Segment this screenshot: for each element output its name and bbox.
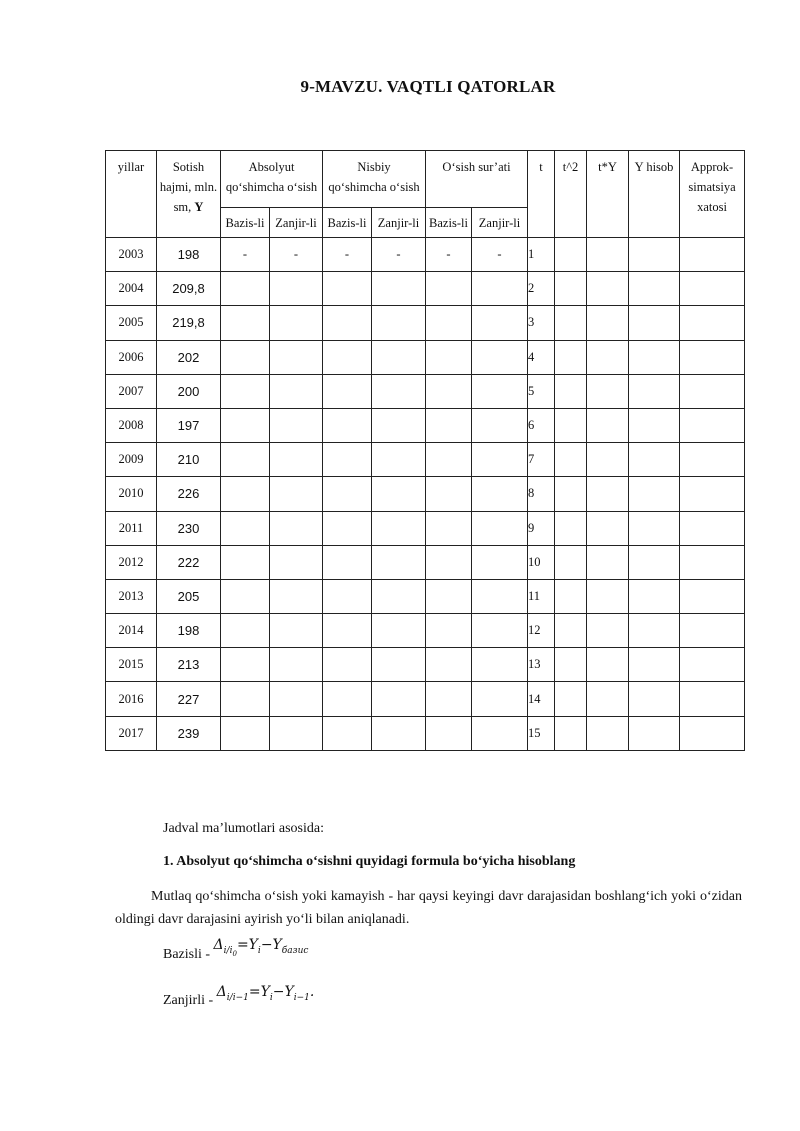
empty-cell[interactable] [323,408,372,442]
table-row [106,340,745,374]
table-row [106,682,745,716]
y-symbol: Y [284,984,294,1000]
empty-cell[interactable] [629,477,680,511]
empty-cell[interactable] [555,408,587,442]
empty-cell[interactable] [680,511,745,545]
empty-cell[interactable] [270,272,323,306]
empty-cell[interactable] [270,408,323,442]
sales-cell: 226 [157,477,221,511]
empty-cell[interactable] [555,340,587,374]
header-approx-line1: Approk- [690,160,734,174]
header-sotish-line2: hajmi, mln. [159,180,218,194]
sales-cell: 202 [157,340,221,374]
empty-cell[interactable] [372,579,426,613]
empty-cell[interactable] [680,238,745,272]
empty-cell[interactable] [629,614,680,648]
empty-cell[interactable] [372,682,426,716]
empty-cell[interactable] [372,340,426,374]
empty-cell[interactable] [372,648,426,682]
dash-cell: - [323,238,372,272]
header-approx-line3: xatosi [697,200,727,214]
empty-cell[interactable] [270,443,323,477]
table-row [106,545,745,579]
empty-cell[interactable] [372,374,426,408]
table-row [106,408,745,442]
empty-cell[interactable] [372,443,426,477]
empty-cell[interactable] [221,374,270,408]
empty-cell[interactable] [472,340,528,374]
empty-cell[interactable] [472,374,528,408]
subscript-bazis: базис [281,945,309,956]
empty-cell[interactable] [270,374,323,408]
subheader-nisbiy-zanjir: Zanjir-li [372,208,426,238]
empty-cell[interactable] [270,545,323,579]
sales-cell: 230 [157,511,221,545]
sales-cell: 198 [157,238,221,272]
minus-sign: − [272,984,285,1000]
empty-cell[interactable] [555,477,587,511]
bazisli-math [213,937,309,958]
header-t2: t^2 [555,151,587,238]
empty-cell[interactable] [587,340,629,374]
header-osish-surati: O‘sish sur’ati [426,151,528,208]
year-cell: 2007 [106,374,157,408]
zanjirli-math [216,984,315,1003]
empty-cell[interactable] [629,716,680,750]
empty-cell[interactable] [680,374,745,408]
subscript-i: i [269,992,273,1003]
dash-cell: - [426,238,472,272]
empty-cell[interactable] [323,374,372,408]
empty-cell[interactable] [555,614,587,648]
sales-cell: 239 [157,716,221,750]
empty-cell[interactable] [221,545,270,579]
t-cell: 8 [528,477,555,511]
section-heading: 1. Absolyut qo‘shimcha o‘sishni quyidagi formula bo‘yicha hisoblang [163,854,576,869]
zanjirli-formula [163,984,315,1011]
page-title: 9-MAVZU. VAQTLI QATORLAR [300,77,556,96]
empty-cell[interactable] [221,682,270,716]
subheader-absolyut-zanjir: Zanjir-li [270,208,323,238]
empty-cell[interactable] [323,511,372,545]
t-cell: 6 [528,408,555,442]
empty-cell[interactable] [270,477,323,511]
empty-cell[interactable] [323,682,372,716]
table-row [106,374,745,408]
empty-cell[interactable] [426,648,472,682]
empty-cell[interactable] [372,716,426,750]
empty-cell[interactable] [555,648,587,682]
header-absolyut [221,151,323,208]
empty-cell[interactable] [372,272,426,306]
header-y-hisob: Y hisob [629,151,680,238]
empty-cell[interactable] [472,306,528,340]
empty-cell[interactable] [555,238,587,272]
empty-cell[interactable] [221,477,270,511]
header-absolyut-line2: qo‘shimcha o‘sish [225,180,318,194]
sales-cell: 209,8 [157,272,221,306]
empty-cell[interactable] [270,340,323,374]
year-cell: 2008 [106,408,157,442]
empty-cell[interactable] [270,306,323,340]
sales-cell: 219,8 [157,306,221,340]
empty-cell[interactable] [629,545,680,579]
year-cell: 2005 [106,306,157,340]
empty-cell[interactable] [270,614,323,648]
table-row [106,511,745,545]
empty-cell[interactable] [680,579,745,613]
subscript-i-minus-1: i−1 [293,992,310,1003]
empty-cell[interactable] [680,716,745,750]
empty-cell[interactable] [680,614,745,648]
empty-cell[interactable] [587,614,629,648]
empty-cell[interactable] [587,272,629,306]
empty-cell[interactable] [221,511,270,545]
empty-cell[interactable] [629,579,680,613]
table-row [106,477,745,511]
year-cell: 2014 [106,614,157,648]
empty-cell[interactable] [680,648,745,682]
empty-cell[interactable] [555,374,587,408]
empty-cell[interactable] [472,272,528,306]
header-sotish-line1: Sotish [172,160,205,174]
empty-cell[interactable] [587,477,629,511]
bazisli-formula [163,937,309,967]
empty-cell[interactable] [629,340,680,374]
table-row [106,272,745,306]
table-row [106,614,745,648]
header-t: t [528,151,555,238]
dash-cell: - [221,238,270,272]
empty-cell[interactable] [426,306,472,340]
empty-cell[interactable] [323,443,372,477]
t-cell: 11 [528,579,555,613]
empty-cell[interactable] [426,614,472,648]
empty-cell[interactable] [270,682,323,716]
table-row [106,306,745,340]
t-cell: 2 [528,272,555,306]
empty-cell[interactable] [323,648,372,682]
empty-cell[interactable] [587,443,629,477]
empty-cell[interactable] [426,511,472,545]
empty-cell[interactable] [221,443,270,477]
period: . [309,984,315,1000]
t-cell: 13 [528,648,555,682]
empty-cell[interactable] [472,579,528,613]
t-cell: 9 [528,511,555,545]
empty-cell[interactable] [372,408,426,442]
dash-cell: - [270,238,323,272]
empty-cell[interactable] [221,408,270,442]
sales-cell: 197 [157,408,221,442]
t-cell: 3 [528,306,555,340]
sales-cell: 200 [157,374,221,408]
empty-cell[interactable] [426,579,472,613]
equals-sign: = [248,984,261,1000]
empty-cell[interactable] [426,340,472,374]
empty-cell[interactable] [629,648,680,682]
year-cell: 2011 [106,511,157,545]
empty-cell[interactable] [587,408,629,442]
year-cell: 2010 [106,477,157,511]
empty-cell[interactable] [587,306,629,340]
empty-cell[interactable] [587,579,629,613]
empty-cell[interactable] [629,511,680,545]
zanjirli-label: Zanjirli - [163,993,217,1008]
empty-cell[interactable] [680,272,745,306]
delta-symbol: Δ [216,984,227,1000]
empty-cell[interactable] [323,579,372,613]
empty-cell[interactable] [221,648,270,682]
year-cell: 2003 [106,238,157,272]
empty-cell[interactable] [629,408,680,442]
empty-cell[interactable] [555,272,587,306]
year-cell: 2017 [106,716,157,750]
empty-cell[interactable] [587,716,629,750]
t-cell: 12 [528,614,555,648]
empty-cell[interactable] [629,374,680,408]
y-symbol: Y [248,937,258,953]
subscript-i: i [257,945,261,956]
year-cell: 2004 [106,272,157,306]
subscript-i-i: i/i [223,945,233,956]
dash-cell: - [472,238,528,272]
year-cell: 2012 [106,545,157,579]
subheader-absolyut-bazis: Bazis-li [221,208,270,238]
year-cell: 2006 [106,340,157,374]
t-cell: 7 [528,443,555,477]
header-nisbiy-line1: Nisbiy [357,160,391,174]
header-approx-line2: simatsiya [688,180,736,194]
empty-cell[interactable] [372,511,426,545]
empty-cell[interactable] [221,340,270,374]
empty-cell[interactable] [323,716,372,750]
empty-cell[interactable] [426,443,472,477]
empty-cell[interactable] [472,614,528,648]
empty-cell[interactable] [680,682,745,716]
empty-cell[interactable] [472,716,528,750]
header-absolyut-line1: Absolyut [248,160,295,174]
empty-cell[interactable] [270,716,323,750]
year-cell: 2015 [106,648,157,682]
header-yillar: yillar [106,151,157,238]
t-cell: 5 [528,374,555,408]
empty-cell[interactable] [426,272,472,306]
empty-cell[interactable] [680,545,745,579]
header-sotish [157,151,221,238]
empty-cell[interactable] [221,306,270,340]
subscript-zero: 0 [232,949,237,958]
empty-cell[interactable] [372,306,426,340]
bazisli-label: Bazisli - [163,947,214,962]
table-row [106,238,745,272]
empty-cell[interactable] [472,682,528,716]
empty-cell[interactable] [680,443,745,477]
empty-cell[interactable] [680,477,745,511]
empty-cell[interactable] [555,716,587,750]
empty-cell[interactable] [629,682,680,716]
header-approximation-error [680,151,745,238]
empty-cell[interactable] [555,511,587,545]
empty-cell[interactable] [426,716,472,750]
header-sotish-y: Y [194,200,204,214]
sales-cell: 205 [157,579,221,613]
empty-cell[interactable] [323,272,372,306]
empty-cell[interactable] [472,545,528,579]
empty-cell[interactable] [270,511,323,545]
empty-cell[interactable] [426,408,472,442]
table-row [106,648,745,682]
sales-cell: 227 [157,682,221,716]
y-symbol: Y [260,984,270,1000]
delta-symbol: Δ [213,937,224,953]
intro-text: Jadval ma’lumotlari asosida: [163,821,324,836]
empty-cell[interactable] [680,340,745,374]
body-paragraph: Mutlaq qo‘shimcha o‘sish yoki kamayish - har qaysi keyingi davr darajasidan boshlang‘ich yoki o‘zidan oldingi davr darajasini ayirish yo‘li bilan aniqlanadi. [115,889,742,927]
header-row-main [106,151,745,208]
empty-cell[interactable] [472,477,528,511]
subheader-nisbiy-bazis: Bazis-li [323,208,372,238]
empty-cell[interactable] [372,477,426,511]
empty-cell[interactable] [587,374,629,408]
empty-cell[interactable] [372,545,426,579]
empty-cell[interactable] [323,545,372,579]
t-cell: 10 [528,545,555,579]
empty-cell[interactable] [323,477,372,511]
empty-cell[interactable] [587,648,629,682]
header-ty: t*Y [587,151,629,238]
header-nisbiy [323,151,426,208]
subheader-osish-bazis: Bazis-li [426,208,472,238]
sales-cell: 213 [157,648,221,682]
sales-cell: 198 [157,614,221,648]
empty-cell[interactable] [221,614,270,648]
empty-cell[interactable] [587,238,629,272]
year-cell: 2009 [106,443,157,477]
time-series-table [105,150,745,751]
t-cell: 1 [528,238,555,272]
empty-cell[interactable] [426,374,472,408]
year-cell: 2013 [106,579,157,613]
empty-cell[interactable] [555,682,587,716]
empty-cell[interactable] [587,545,629,579]
empty-cell[interactable] [555,443,587,477]
y-symbol: Y [272,937,282,953]
empty-cell[interactable] [555,306,587,340]
empty-cell[interactable] [372,614,426,648]
empty-cell[interactable] [426,477,472,511]
subheader-osish-zanjir: Zanjir-li [472,208,528,238]
empty-cell[interactable] [426,545,472,579]
empty-cell[interactable] [472,511,528,545]
header-nisbiy-line2: qo‘shimcha o‘sish [328,180,420,194]
equals-sign: = [236,937,249,953]
empty-cell[interactable] [472,648,528,682]
empty-cell[interactable] [323,340,372,374]
minus-sign: − [260,937,273,953]
empty-cell[interactable] [629,443,680,477]
empty-cell[interactable] [629,238,680,272]
empty-cell[interactable] [270,648,323,682]
dash-cell: - [372,238,426,272]
empty-cell[interactable] [323,306,372,340]
empty-cell[interactable] [680,306,745,340]
empty-cell[interactable] [426,682,472,716]
sales-cell: 210 [157,443,221,477]
table-row [106,716,745,750]
empty-cell[interactable] [472,408,528,442]
t-cell: 14 [528,682,555,716]
empty-cell[interactable] [629,272,680,306]
empty-cell[interactable] [555,579,587,613]
header-sotish-line3: sm, [173,200,195,214]
empty-cell[interactable] [221,579,270,613]
empty-cell[interactable] [680,408,745,442]
t-cell: 15 [528,716,555,750]
subscript-i-i-minus-1: i/i−1 [226,992,249,1003]
table-row [106,443,745,477]
empty-cell[interactable] [221,272,270,306]
table-row [106,579,745,613]
t-cell: 4 [528,340,555,374]
sales-cell: 222 [157,545,221,579]
empty-cell[interactable] [629,306,680,340]
empty-cell[interactable] [323,614,372,648]
empty-cell[interactable] [555,545,587,579]
empty-cell[interactable] [270,579,323,613]
empty-cell[interactable] [472,443,528,477]
year-cell: 2016 [106,682,157,716]
empty-cell[interactable] [221,716,270,750]
empty-cell[interactable] [587,682,629,716]
empty-cell[interactable] [587,511,629,545]
